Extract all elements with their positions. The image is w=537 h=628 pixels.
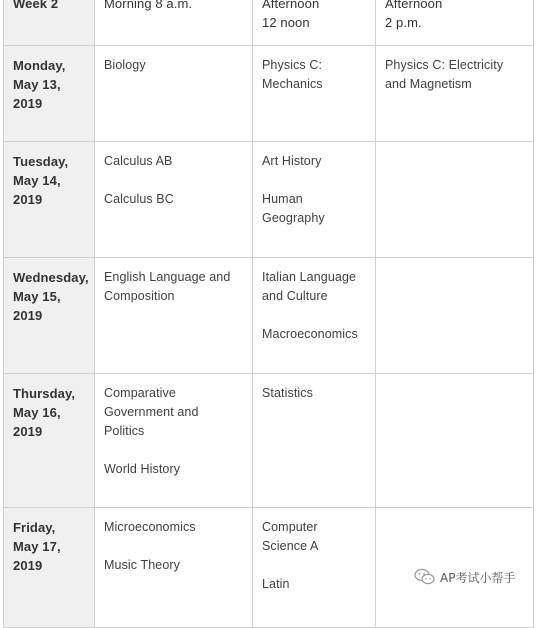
exam-name: Physics C: Electricity and Magnetism: [385, 58, 504, 91]
exam-name: Microeconomics: [104, 520, 196, 534]
day-label: Thursday, May 16, 2019: [13, 386, 76, 439]
day-cell: [4, 258, 95, 374]
noon-cell: [253, 258, 376, 374]
exam-name: Calculus BC: [104, 192, 174, 206]
exam-name: World History: [104, 462, 181, 476]
day-label: Friday, May 17, 2019: [13, 520, 61, 573]
exam-name: Physics C: Mechanics: [262, 58, 323, 91]
day-cell: [4, 508, 95, 628]
exam-name: Human Geography: [262, 192, 325, 225]
two-pm-cell: [376, 258, 534, 374]
table-row: [4, 46, 534, 142]
exam-name: Calculus AB: [104, 154, 173, 168]
header-row: [4, 0, 534, 46]
exam-name: Latin: [262, 577, 290, 591]
exam-name: Biology: [104, 58, 146, 72]
morning-cell: [95, 142, 253, 258]
morning-cell: [95, 508, 253, 628]
header-week: Week 2: [4, 0, 95, 46]
exam-name: Computer Science A: [262, 520, 319, 553]
table-row: [4, 258, 534, 374]
morning-cell: [95, 46, 253, 142]
watermark: [414, 568, 515, 586]
day-label: Wednesday, May 15, 2019: [13, 270, 89, 323]
wechat-icon: [414, 568, 436, 586]
table-row: [4, 142, 534, 258]
morning-cell: [95, 258, 253, 374]
noon-cell: [253, 46, 376, 142]
noon-cell: [253, 508, 376, 628]
day-cell: [4, 46, 95, 142]
two-pm-cell: [376, 374, 534, 508]
exam-name: Music Theory: [104, 558, 180, 572]
noon-cell: [253, 142, 376, 258]
day-label: Monday, May 13, 2019: [13, 58, 66, 111]
exam-name: Art History: [262, 154, 322, 168]
day-cell: [4, 142, 95, 258]
exam-name: Macroeconomics: [262, 327, 358, 341]
header-afternoon-2pm: Afternoon 2 p.m.: [376, 0, 534, 46]
noon-cell: [253, 374, 376, 508]
morning-cell: [95, 374, 253, 508]
day-cell: [4, 374, 95, 508]
exam-name: Statistics: [262, 386, 314, 400]
exam-name: English Language and Composition: [104, 270, 231, 303]
header-morning: Morning 8 a.m.: [95, 0, 253, 46]
header-afternoon-noon: Afternoon 12 noon: [253, 0, 376, 46]
two-pm-cell: [376, 142, 534, 258]
exam-schedule-table: [3, 0, 534, 628]
day-label: Tuesday, May 14, 2019: [13, 154, 69, 207]
watermark-text: AP考试小帮手: [440, 570, 516, 585]
two-pm-cell: [376, 46, 534, 142]
exam-name: Italian Language and Culture: [262, 270, 357, 303]
exam-name: Comparative Government and Politics: [104, 386, 199, 438]
table-row: [4, 374, 534, 508]
